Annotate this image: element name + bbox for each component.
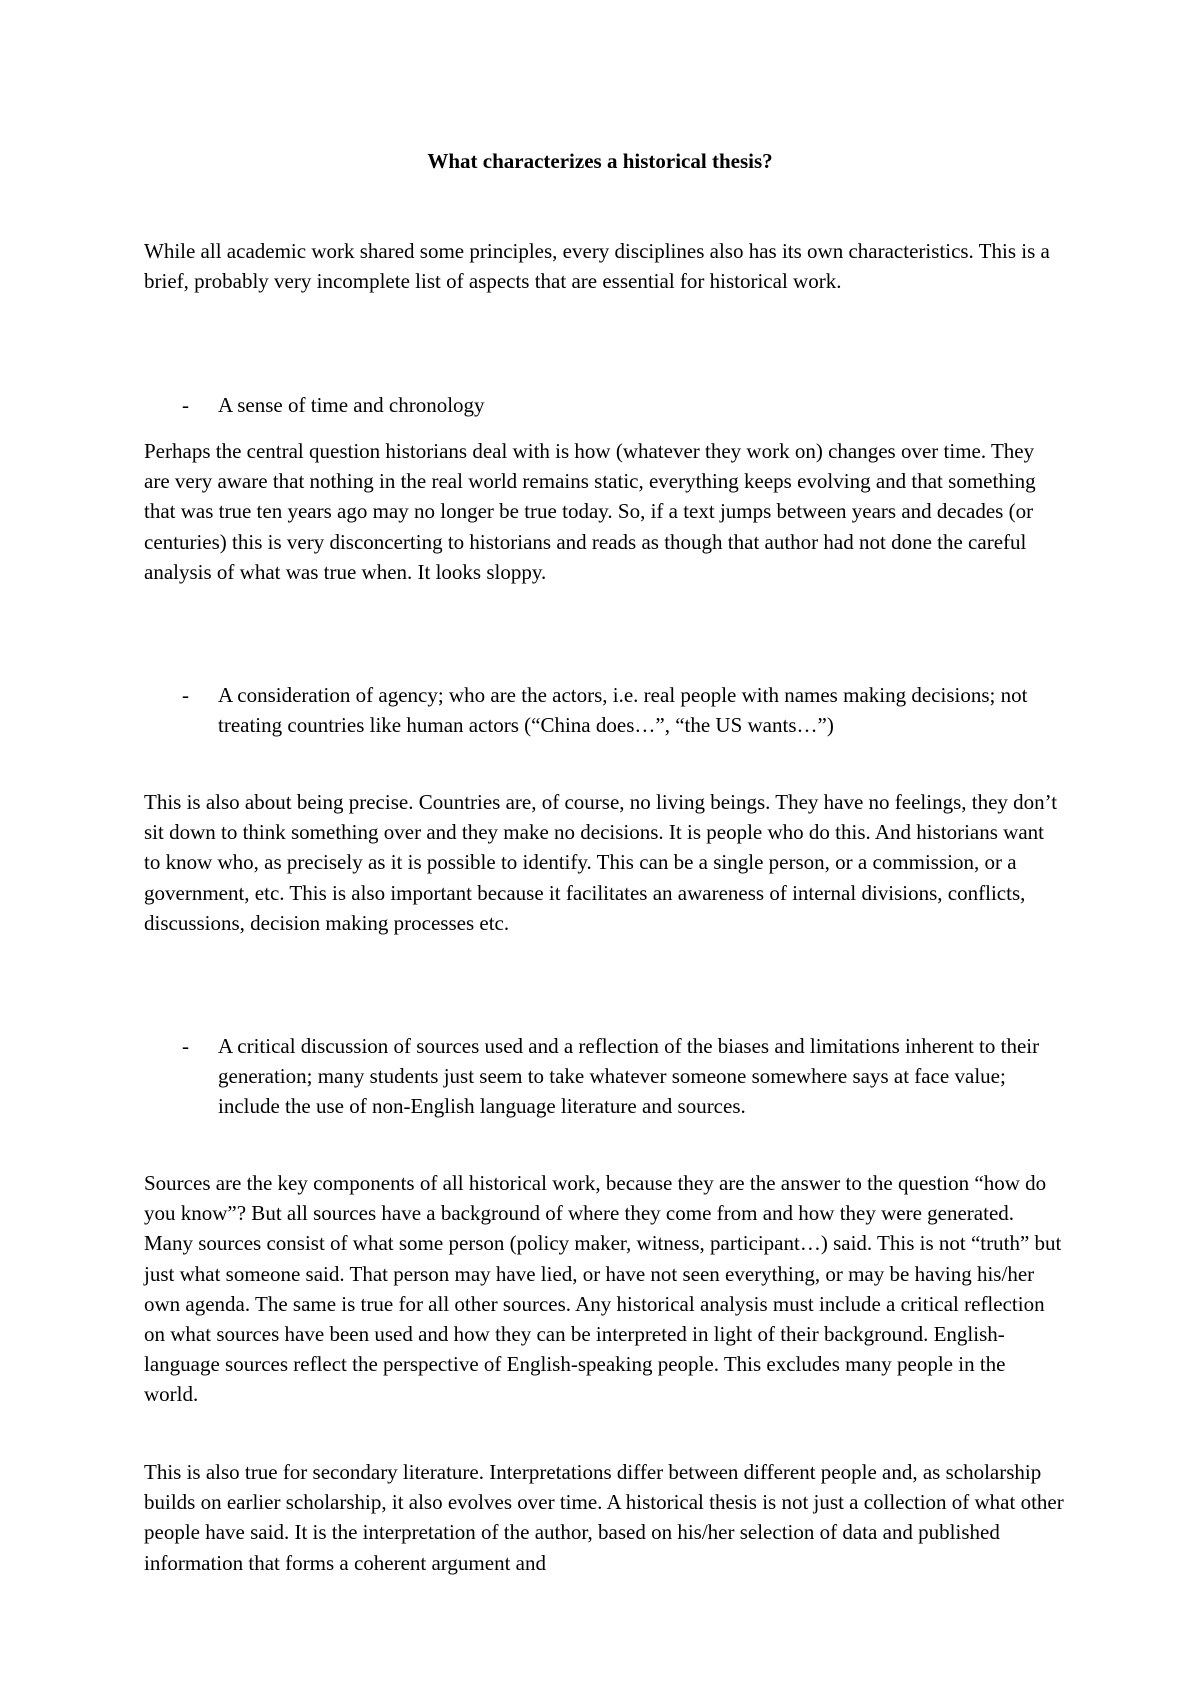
intro-paragraph: While all academic work shared some principles, every disciplines also has its own characteristics. This is a brief, probably very incomplete list of aspects that are essential for historical work. — [144, 239, 1050, 294]
body-paragraph-chronology: Perhaps the central question historians deal with is how (whatever they work on) changes over time. They are very aware that nothing in the real world remains static, everything keeps evolving and that something that was true ten years ago may no longer be true today. So, if a text jumps between years and decades (or centuries) this is very disconcerting to historians and reads as though that author had not done the careful analysis of what was true when. It looks sloppy. — [144, 439, 1036, 584]
bullet-item-agency — [144, 680, 1064, 740]
body-paragraph-agency: This is also about being precise. Countries are, of course, no living beings. They have no feelings, they don’t sit down to think something over and they make no decisions. It is people who do this. And historians want to know who, as precisely as it is possible to identify. This can be a single person, or a commission, or a government, etc. This is also important because it facilitates an awareness of internal divisions, conflicts, discussions, decision making processes etc. — [144, 790, 1058, 935]
bullet-marker: - — [182, 393, 189, 417]
bullet-text: A sense of time and chronology — [218, 393, 485, 417]
body-paragraph-sources: Sources are the key components of all historical work, because they are the answer to the question “how do you know”? But all sources have a background of where they come from and how they were generated. Many sources consist of what some person (policy maker, witness, participant…) said. This is not “truth” but just what someone said. That person may have lied, or have not seen everything, or may be having his/her own agenda. The same is true for all other sources. Any historical analysis must include a critical reflection on what sources have been used and how they can be interpreted in light of their background. English-language sources reflect the perspective of English-speaking people. This excludes many people in the world. — [144, 1171, 1062, 1407]
bullet-item-chronology — [144, 390, 1064, 420]
body-paragraph-secondary-literature: This is also true for secondary literature. Interpretations differ between different people and, as scholarship builds on earlier scholarship, it also evolves over time. A historical thesis is not just a collection of what other people have said. It is the interpretation of the author, based on his/her selection of data and published information that forms a coherent argument and — [144, 1460, 1064, 1575]
bullet-text: A consideration of agency; who are the actors, i.e. real people with names making decisions; not treating countries like human actors (“China does…”, “the US wants…”) — [218, 683, 1028, 738]
bullet-marker: - — [182, 683, 189, 707]
bullet-text: A critical discussion of sources used and a reflection of the biases and limitations inherent to their generation; many students just seem to take whatever someone somewhere says at face value; include the use of non-English language literature and sources. — [218, 1034, 1040, 1119]
bullet-marker: - — [182, 1034, 189, 1058]
bullet-item-sources — [144, 1031, 1064, 1122]
document-title: What characterizes a historical thesis? — [427, 149, 773, 173]
